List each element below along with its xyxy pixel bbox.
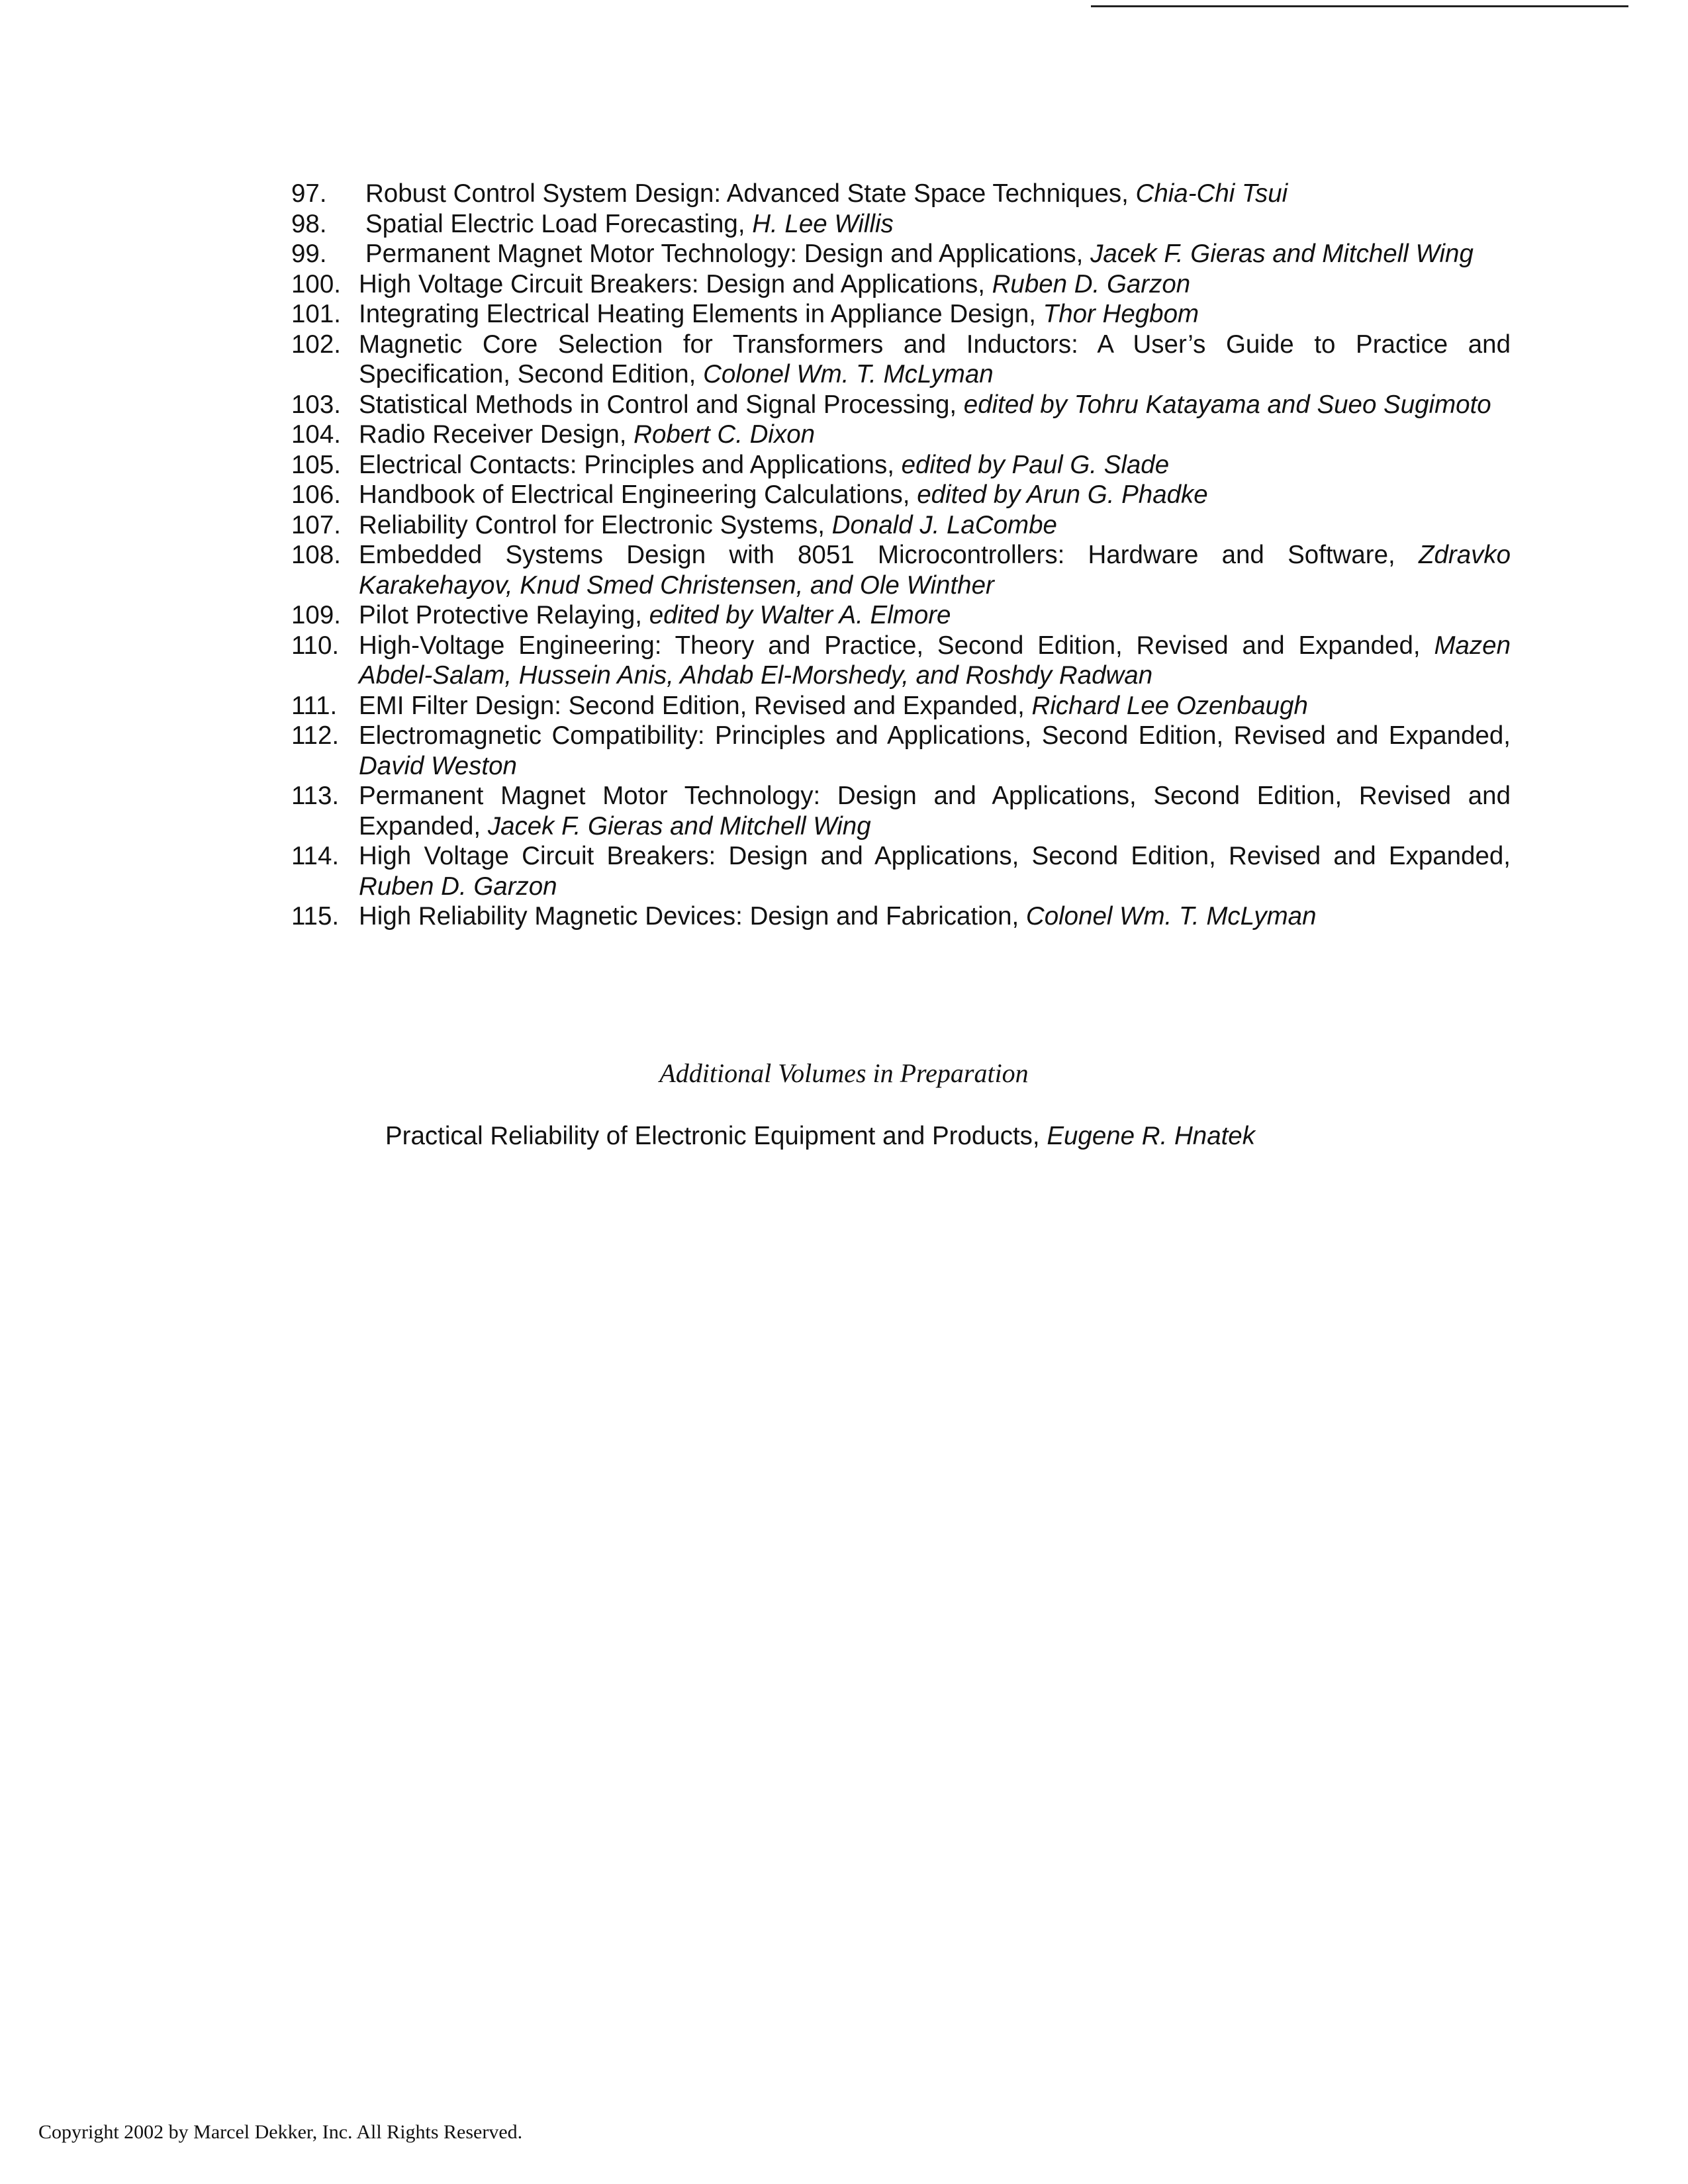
- item-author: edited by Paul G. Slade: [901, 450, 1170, 479]
- item-author: Thor Hegbom: [1043, 300, 1199, 328]
- item-author: H. Lee Willis: [752, 209, 894, 238]
- item-author: Mazen Abdel-Salam, Hussein Anis, Ahdab El-Morshedy, and Roshdy Radwan: [359, 631, 1511, 690]
- list-item: [275, 600, 1511, 631]
- list-item: [275, 450, 1511, 480]
- list-item: [275, 631, 1511, 691]
- item-number: 105.: [291, 450, 341, 479]
- list-item: [291, 209, 1511, 240]
- item-title: Permanent Magnet Motor Technology: Design and Applications, Second Edition, Revised and Expanded,: [359, 782, 1511, 841]
- item-title: High Voltage Circuit Breakers: Design and Applications,: [359, 269, 985, 298]
- list-item: [275, 540, 1511, 600]
- item-author: Jacek F. Gieras and Mitchell Wing: [1090, 240, 1474, 268]
- list-item: [275, 721, 1511, 781]
- item-title: Permanent Magnet Motor Technology: Design and Applications,: [365, 240, 1084, 268]
- list-item: [275, 691, 1511, 721]
- item-author: Colonel Wm. T. McLyman: [1025, 902, 1317, 931]
- item-author: Chia-Chi Tsui: [1135, 179, 1288, 208]
- item-author: edited by Tohru Katayama and Sueo Sugimoto: [963, 390, 1491, 419]
- item-author: edited by Arun G. Phadke: [917, 480, 1208, 509]
- item-number: 114.: [291, 842, 340, 870]
- list-item: [275, 841, 1511, 901]
- item-title: Spatial Electric Load Forecasting,: [365, 209, 745, 238]
- item-title: Magnetic Core Selection for Transformers and Inductors: A User’s Guide to Practice and Specification, Second Edition,: [359, 330, 1511, 388]
- item-number: 108.: [291, 541, 341, 569]
- item-number: 101.: [291, 300, 341, 328]
- copyright-notice: Copyright 2002 by Marcel Dekker, Inc. All Rights Reserved.: [38, 2121, 523, 2143]
- item-author: Jacek F. Gieras and Mitchell Wing: [487, 811, 871, 841]
- item-number: 104.: [291, 420, 341, 449]
- item-number: 113.: [291, 782, 340, 810]
- item-title: High-Voltage Engineering: Theory and Practice, Second Edition, Revised and Expanded,: [359, 631, 1421, 660]
- item-title: Electrical Contacts: Principles and Applications,: [359, 450, 894, 479]
- list-item: [291, 239, 1511, 269]
- item-author: Colonel Wm. T. McLyman: [703, 360, 994, 388]
- item-number: 103.: [291, 390, 341, 419]
- list-item: [275, 299, 1511, 330]
- preparation-entry: [385, 1121, 1255, 1152]
- item-number: 99.: [291, 240, 327, 268]
- preparation-heading: Additional Volumes in Preparation: [659, 1058, 1029, 1088]
- item-title: High Voltage Circuit Breakers: Design and Applications, Second Edition, Revised and Expanded,: [359, 842, 1511, 870]
- list-item: [291, 179, 1511, 209]
- item-title: Embedded Systems Design with 8051 Microcontrollers: Hardware and Software,: [359, 541, 1395, 569]
- list-item: [275, 390, 1511, 420]
- item-title: Statistical Methods in Control and Signal Processing,: [359, 390, 957, 419]
- item-number: 107.: [291, 510, 341, 539]
- item-author: edited by Walter A. Elmore: [649, 601, 951, 629]
- preparation-author: Eugene R. Hnatek: [1047, 1122, 1255, 1150]
- item-number: 106.: [291, 480, 341, 509]
- item-number: 97.: [291, 179, 327, 208]
- item-author: Donald J. LaCombe: [831, 510, 1057, 539]
- item-number: 111.: [291, 691, 338, 720]
- list-item: [275, 420, 1511, 450]
- item-author: Richard Lee Ozenbaugh: [1031, 691, 1308, 720]
- item-title: Electromagnetic Compatibility: Principles and Applications, Second Edition, Revised and Expanded,: [359, 721, 1511, 750]
- item-author: Zdravko Karakehayov, Knud Smed Christensen, and Ole Winther: [359, 541, 1511, 600]
- item-number: 112.: [291, 721, 340, 750]
- item-title: Handbook of Electrical Engineering Calculations,: [359, 480, 910, 509]
- item-number: 100.: [291, 269, 341, 298]
- item-author: David Weston: [359, 751, 517, 780]
- item-number: 102.: [291, 330, 341, 359]
- top-rule: [1091, 5, 1628, 7]
- item-number: 110.: [291, 631, 340, 660]
- item-number: 98.: [291, 209, 327, 238]
- item-title: Reliability Control for Electronic Systems,: [359, 510, 825, 539]
- preparation-title: Practical Reliability of Electronic Equipment and Products,: [385, 1122, 1040, 1150]
- list-item: [275, 510, 1511, 541]
- list-item: [275, 269, 1511, 300]
- item-number: 115.: [291, 902, 340, 931]
- item-title: High Reliability Magnetic Devices: Design and Fabrication,: [359, 902, 1019, 931]
- item-title: Integrating Electrical Heating Elements in Appliance Design,: [359, 300, 1036, 328]
- list-item: [275, 781, 1511, 841]
- item-author: Ruben D. Garzon: [992, 269, 1191, 298]
- item-author: Robert C. Dixon: [633, 420, 816, 449]
- item-title: Robust Control System Design: Advanced State Space Techniques,: [365, 179, 1129, 208]
- item-author: Ruben D. Garzon: [359, 872, 557, 901]
- item-title: EMI Filter Design: Second Edition, Revised and Expanded,: [359, 691, 1025, 720]
- series-list: [291, 179, 1511, 932]
- item-title: Pilot Protective Relaying,: [359, 601, 642, 629]
- item-number: 109.: [291, 601, 341, 629]
- list-item: [275, 901, 1511, 932]
- list-item: [275, 330, 1511, 390]
- list-item: [275, 480, 1511, 510]
- item-title: Radio Receiver Design,: [359, 420, 627, 449]
